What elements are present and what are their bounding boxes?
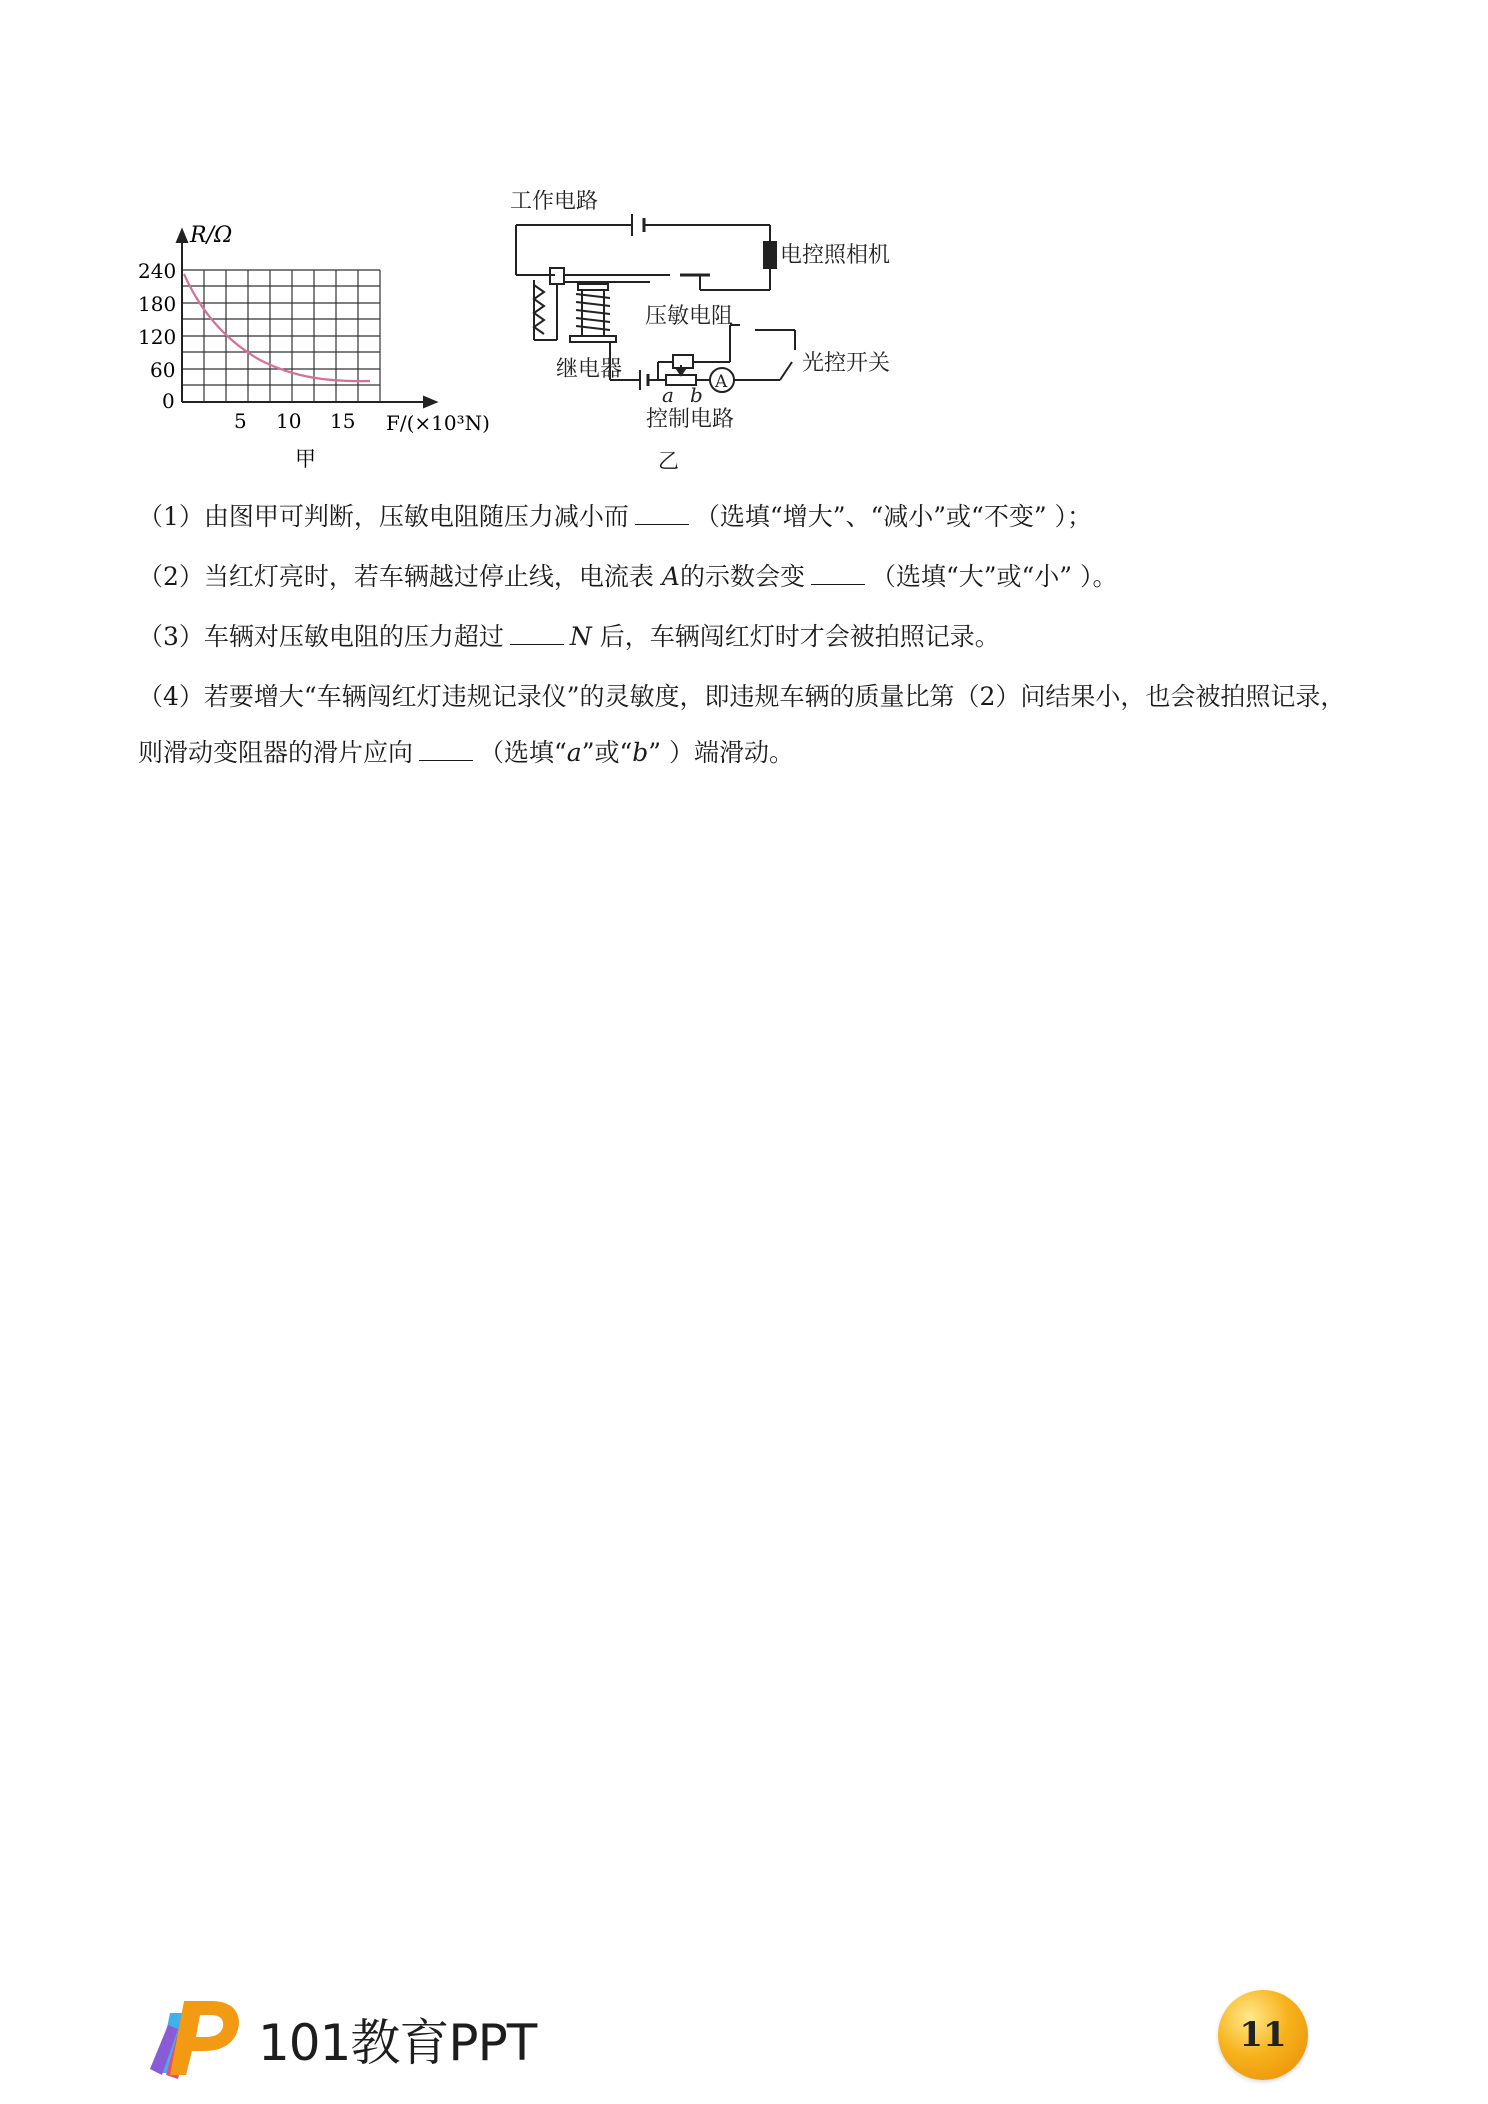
answer-blank-1[interactable] <box>635 502 689 525</box>
y-axis-label: R/Ω <box>190 223 233 248</box>
x-tick-15: 15 <box>330 409 356 433</box>
answer-blank-2[interactable] <box>811 562 865 585</box>
footer-logo <box>148 1995 548 2079</box>
question-4-line-1: （4）若要增大“车辆闯红灯违规记录仪”的灵敏度，即违规车辆的质量比第（2）问结果小，也会被拍照记录， <box>138 682 1346 711</box>
label-a: a <box>662 383 674 407</box>
label-pressure-resistor: 压敏电阻 <box>645 304 734 329</box>
page-number-badge <box>1218 1990 1308 2080</box>
var-b-option: b <box>632 738 649 767</box>
ammeter-label: A <box>715 372 728 392</box>
var-n: N <box>569 622 592 651</box>
figure-b-circuit <box>130 190 980 480</box>
question-2: （2）当红灯亮时，若车辆越过停止线，电流表 A的示数会变 （选填“大”或“小” ）。 <box>138 562 1118 591</box>
label-light-switch: 光控开关 <box>802 351 891 376</box>
answer-blank-4[interactable] <box>419 738 473 761</box>
y-tick-180: 180 <box>138 292 177 316</box>
label-control-circuit: 控制电路 <box>646 407 735 432</box>
question-4-line-2: 则滑动变阻器的滑片应向 （选填“a”或“b” ）端滑动。 <box>138 738 795 767</box>
label-relay: 继电器 <box>556 357 623 382</box>
label-camera: 电控照相机 <box>780 243 891 268</box>
x-axis-label: F/(×10³N) <box>386 411 490 435</box>
figures-area <box>130 190 980 480</box>
logo-p-icon <box>148 1995 248 2079</box>
question-3: （3）车辆对压敏电阻的压力超过 N 后，车辆闯红灯时才会被拍照记录。 <box>138 622 1000 651</box>
logo-text: 101教育PPT <box>258 2014 537 2072</box>
x-tick-10: 10 <box>276 409 302 433</box>
figure-a-caption: 甲 <box>295 447 316 471</box>
y-tick-120: 120 <box>138 325 177 349</box>
question-1: （1）由图甲可判断，压敏电阻随压力减小而 （选填“增大”、“减小”或“不变” ）； <box>138 502 1093 531</box>
figure-b-caption: 乙 <box>658 449 679 473</box>
x-tick-5: 5 <box>234 409 247 433</box>
label-working-circuit: 工作电路 <box>510 190 599 214</box>
page-number: 11 <box>1239 2015 1287 2055</box>
y-tick-60: 60 <box>150 358 176 382</box>
label-b: b <box>690 383 703 407</box>
y-tick-240: 240 <box>138 259 177 283</box>
answer-blank-3[interactable] <box>510 622 564 645</box>
var-a-option: a <box>566 738 582 767</box>
y-tick-0: 0 <box>162 389 175 413</box>
var-a: A <box>661 562 680 591</box>
